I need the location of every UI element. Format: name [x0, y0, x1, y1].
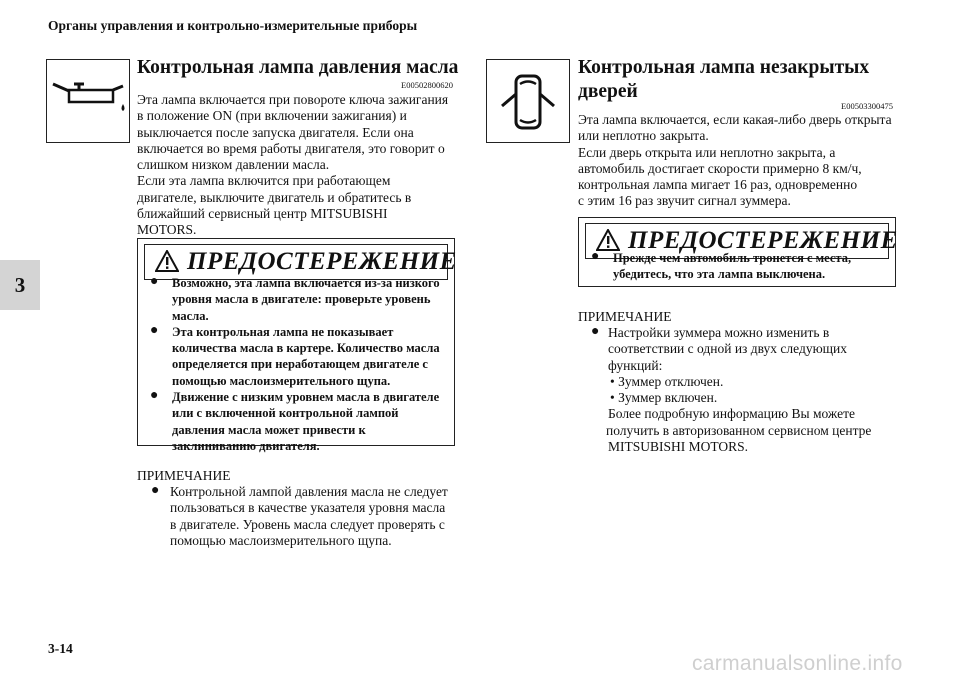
note-sub-item-text: Зуммер отключен. — [618, 373, 724, 389]
body-line: в положение ON (при включении зажигания) и — [137, 108, 407, 124]
note-line: Более подробную информацию Вы можете — [608, 406, 855, 422]
warning-line: Движение с низким уровнем масла в двигателе — [172, 390, 440, 405]
warning-line: или с включенной контрольной лампой — [172, 406, 399, 421]
bullet-icon: ● — [591, 324, 600, 339]
warning-line: помощью маслоизмерительного щупа. — [172, 373, 391, 388]
bullet-icon: ● — [150, 274, 159, 289]
note-line: в двигателе. Уровень масла следует проверять с — [170, 516, 445, 532]
warning-line: убедитесь, что эта лампа выключена. — [613, 267, 826, 282]
warning-triangle-icon — [596, 229, 620, 251]
door-lamp-icon-box — [486, 59, 570, 143]
warning-line: уровня масла в двигателе: проверьте уровень — [172, 292, 431, 307]
bullet-icon: ● — [151, 483, 160, 498]
note-line: пользоваться в качестве указателя уровня масла — [170, 500, 446, 516]
note-line: получить в авторизованном сервисном центре — [606, 422, 872, 438]
warning-line: давления масла может привести к — [172, 422, 366, 437]
oil-note — [148, 484, 480, 549]
bullet-icon: ● — [591, 249, 600, 264]
oil-pressure-icon-box — [46, 59, 130, 143]
note-line: MITSUBISHI MOTORS. — [608, 439, 749, 455]
warning-line: заклиниванию двигателя. — [172, 438, 320, 453]
body-line: Эта лампа включается, если какая-либо дверь открыта — [578, 112, 892, 127]
page-number: 3-14 — [48, 641, 73, 656]
warning-line: Эта контрольная лампа не показывает — [172, 324, 394, 339]
chapter-number: 3 — [14, 273, 26, 297]
body-line: или неплотно закрыта. — [578, 128, 709, 144]
body-line: включается во время работы двигателя, это говорит о — [137, 140, 445, 156]
chapter-tab — [0, 260, 40, 310]
warning-line: Прежде чем автомобиль тронется с места, — [613, 251, 852, 265]
door-title-line: дверей — [578, 81, 638, 102]
note-sub-item: • Зуммер включен. — [610, 390, 718, 406]
warning-line: Возможно, эта лампа включается из-за низкого — [172, 276, 440, 290]
body-line: ближайший сервисный центр MITSUBISHI — [137, 206, 388, 222]
body-line: контрольная лампа мигает 16 раз, одновременно — [578, 177, 858, 193]
warning-line: определяется при неработающем двигателе с — [172, 357, 428, 372]
door-title-line: Контрольная лампа незакрытых — [578, 57, 870, 78]
body-line: Если дверь открыта или неплотно закрыта, а — [578, 144, 836, 160]
note-sub-item: • Зуммер отключен. — [610, 373, 724, 389]
body-line: MOTORS. — [137, 222, 197, 238]
body-line: Если эта лампа включится при работающем — [137, 173, 391, 189]
door-note — [586, 325, 928, 455]
body-line: с этим 16 раз звучит сигнал зуммера. — [578, 193, 791, 209]
body-line: Эта лампа включается при повороте ключа зажигания — [137, 92, 449, 107]
warning-items — [148, 275, 448, 454]
note-line: функций: — [608, 357, 663, 373]
warning-title: ПРЕДОСТЕРЕЖЕНИЕ — [187, 248, 457, 275]
door-lamp-body — [578, 112, 898, 210]
oil-note-label: ПРИМЕЧАНИЕ — [137, 468, 231, 483]
note-line: Настройки зуммера можно изменить в — [608, 325, 830, 340]
note-line: Контрольной лампой давления масла не следует — [170, 484, 448, 499]
bullet-icon: ● — [150, 388, 159, 404]
door-warning-box — [578, 217, 896, 287]
warning-line: количества масла в картере. Количество масла — [172, 341, 440, 356]
oil-can-icon — [47, 60, 129, 142]
warning-triangle-icon — [155, 250, 179, 272]
warning-title: ПРЕДОСТЕРЕЖЕНИЕ — [628, 227, 898, 254]
body-line: выключается после запуска двигателя. Если она — [137, 124, 414, 140]
warning-line: масла. — [172, 308, 209, 323]
body-line: автомобиль достигает скорости примерно 8 км/ч, — [578, 160, 862, 176]
note-line: соответствии с одной из двух следующих — [608, 341, 848, 357]
oil-warning-box — [137, 238, 457, 453]
running-header: Органы управления и контрольно-измерительные приборы — [48, 18, 418, 33]
oil-lamp-title: Контрольная лампа давления масла — [137, 57, 459, 78]
note-sub-item-text: Зуммер включен. — [618, 390, 718, 406]
car-door-open-icon — [487, 60, 569, 142]
oil-lamp-code: E00502800620 — [401, 80, 453, 90]
body-line: двигателе, выключите двигатель и обратитесь в — [137, 189, 412, 205]
warning-items — [589, 250, 889, 283]
oil-lamp-body — [137, 92, 457, 239]
body-line: слишком низком давлении масла. — [137, 157, 330, 173]
door-note-label: ПРИМЕЧАНИЕ — [578, 309, 672, 324]
note-line: помощью маслоизмерительного щупа. — [170, 532, 392, 548]
door-lamp-code: E00503300475 — [841, 101, 893, 111]
bullet-icon: ● — [150, 322, 159, 338]
door-lamp-title — [578, 56, 869, 104]
watermark: carmanualsonline.info — [692, 652, 903, 675]
